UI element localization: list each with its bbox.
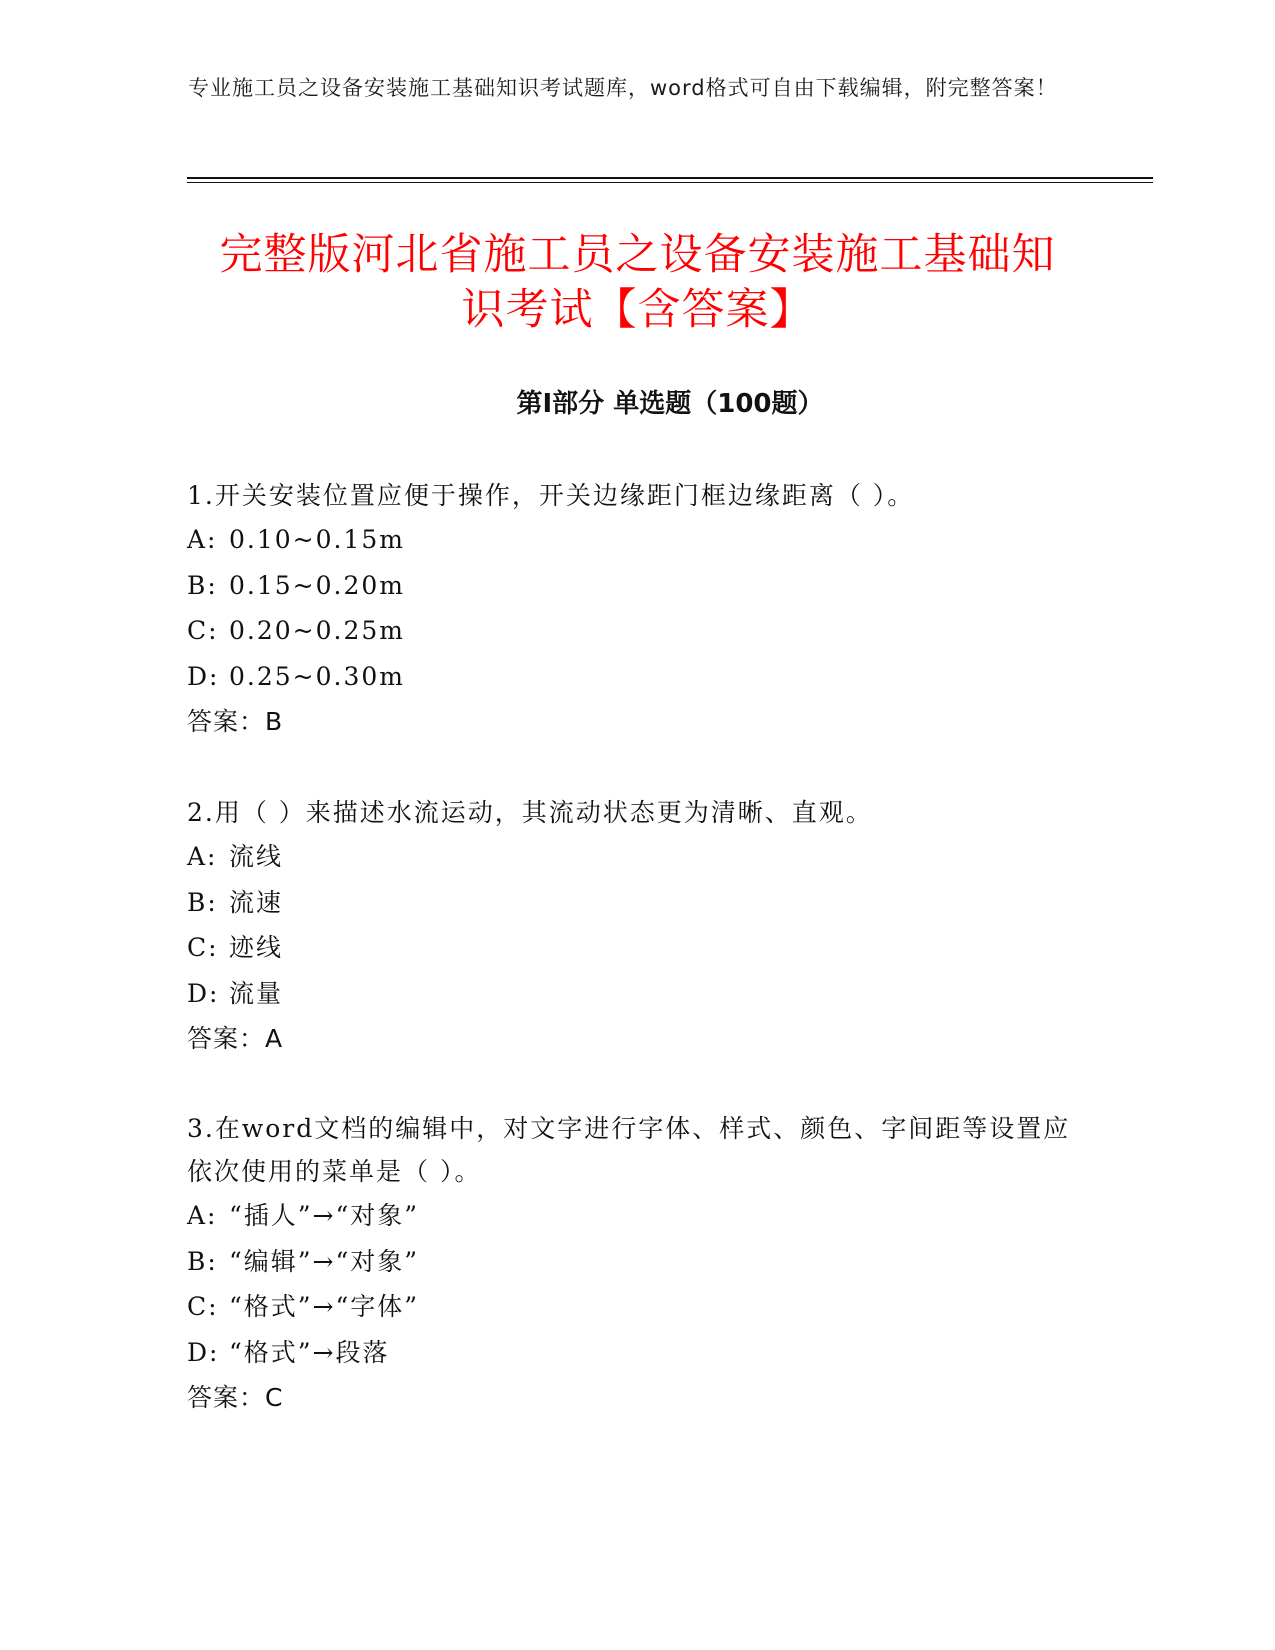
option-a [187, 834, 1087, 880]
option-d [187, 971, 1087, 1017]
option-key: C: [187, 933, 219, 962]
header-divider-thin [187, 182, 1153, 183]
option-text: 流线 [229, 842, 284, 871]
option-b [187, 880, 1087, 926]
document-title-line1: 完整版河北省施工员之设备安装施工基础知 [219, 230, 1056, 280]
question-2 [187, 791, 1087, 1062]
option-text: 0.15~0.20m [229, 570, 405, 600]
option-text: “格式”→段落 [229, 1337, 390, 1367]
answer: 答案：B [187, 707, 284, 736]
option-key: D: [187, 978, 220, 1008]
answer: 答案：A [187, 1024, 284, 1053]
option-b [187, 563, 1087, 609]
option-text: 0.10~0.15m [229, 525, 405, 554]
option-text: 流量 [229, 978, 284, 1008]
option-key: A: [187, 525, 218, 554]
header-note: 专业施工员之设备安装施工基础知识考试题库，word格式可自由下载编辑，附完整答案！ [188, 76, 1058, 100]
option-text: “编辑”→“对象” [229, 1246, 420, 1276]
option-text: 流速 [229, 887, 284, 917]
option-a [187, 1193, 1087, 1239]
option-key: C: [187, 1292, 219, 1321]
option-key: B: [187, 1246, 218, 1276]
document-title [150, 228, 1125, 338]
question-stem: 1.开关安装位置应便于操作，开关边缘距门框边缘距离（ ）。 [187, 481, 915, 510]
option-a [187, 517, 1087, 563]
option-key: A: [187, 842, 218, 871]
option-text: 0.25~0.30m [229, 661, 405, 691]
option-key: D: [187, 661, 220, 691]
question-3 [187, 1107, 1087, 1421]
option-key: A: [187, 1201, 218, 1230]
option-key: B: [187, 887, 218, 917]
option-d [187, 654, 1087, 700]
question-stem: 3.在word文档的编辑中，对文字进行字体、样式、颜色、字间距等设置应依次使用的菜单是（ ）。 [187, 1114, 1071, 1186]
section-title: 第Ⅰ部分 单选题（100题） [516, 389, 824, 419]
option-c [187, 608, 1087, 654]
option-text: 0.20~0.25m [229, 616, 405, 645]
option-c [187, 925, 1087, 971]
option-text: “插人”→“对象” [229, 1201, 420, 1230]
option-key: C: [187, 616, 219, 645]
option-key: D: [187, 1337, 220, 1367]
option-b [187, 1239, 1087, 1285]
header-divider-thick [187, 177, 1153, 179]
option-text: 迹线 [229, 933, 284, 962]
answer: 答案：C [187, 1383, 284, 1412]
question-stem: 2.用（ ）来描述水流运动，其流动状态更为清晰、直观。 [187, 798, 873, 827]
option-text: “格式”→“字体” [229, 1292, 420, 1321]
document-title-line2: 识考试【含答案】 [461, 285, 814, 335]
question-1 [187, 474, 1087, 745]
option-c [187, 1284, 1087, 1330]
option-d [187, 1330, 1087, 1376]
option-key: B: [187, 570, 218, 600]
